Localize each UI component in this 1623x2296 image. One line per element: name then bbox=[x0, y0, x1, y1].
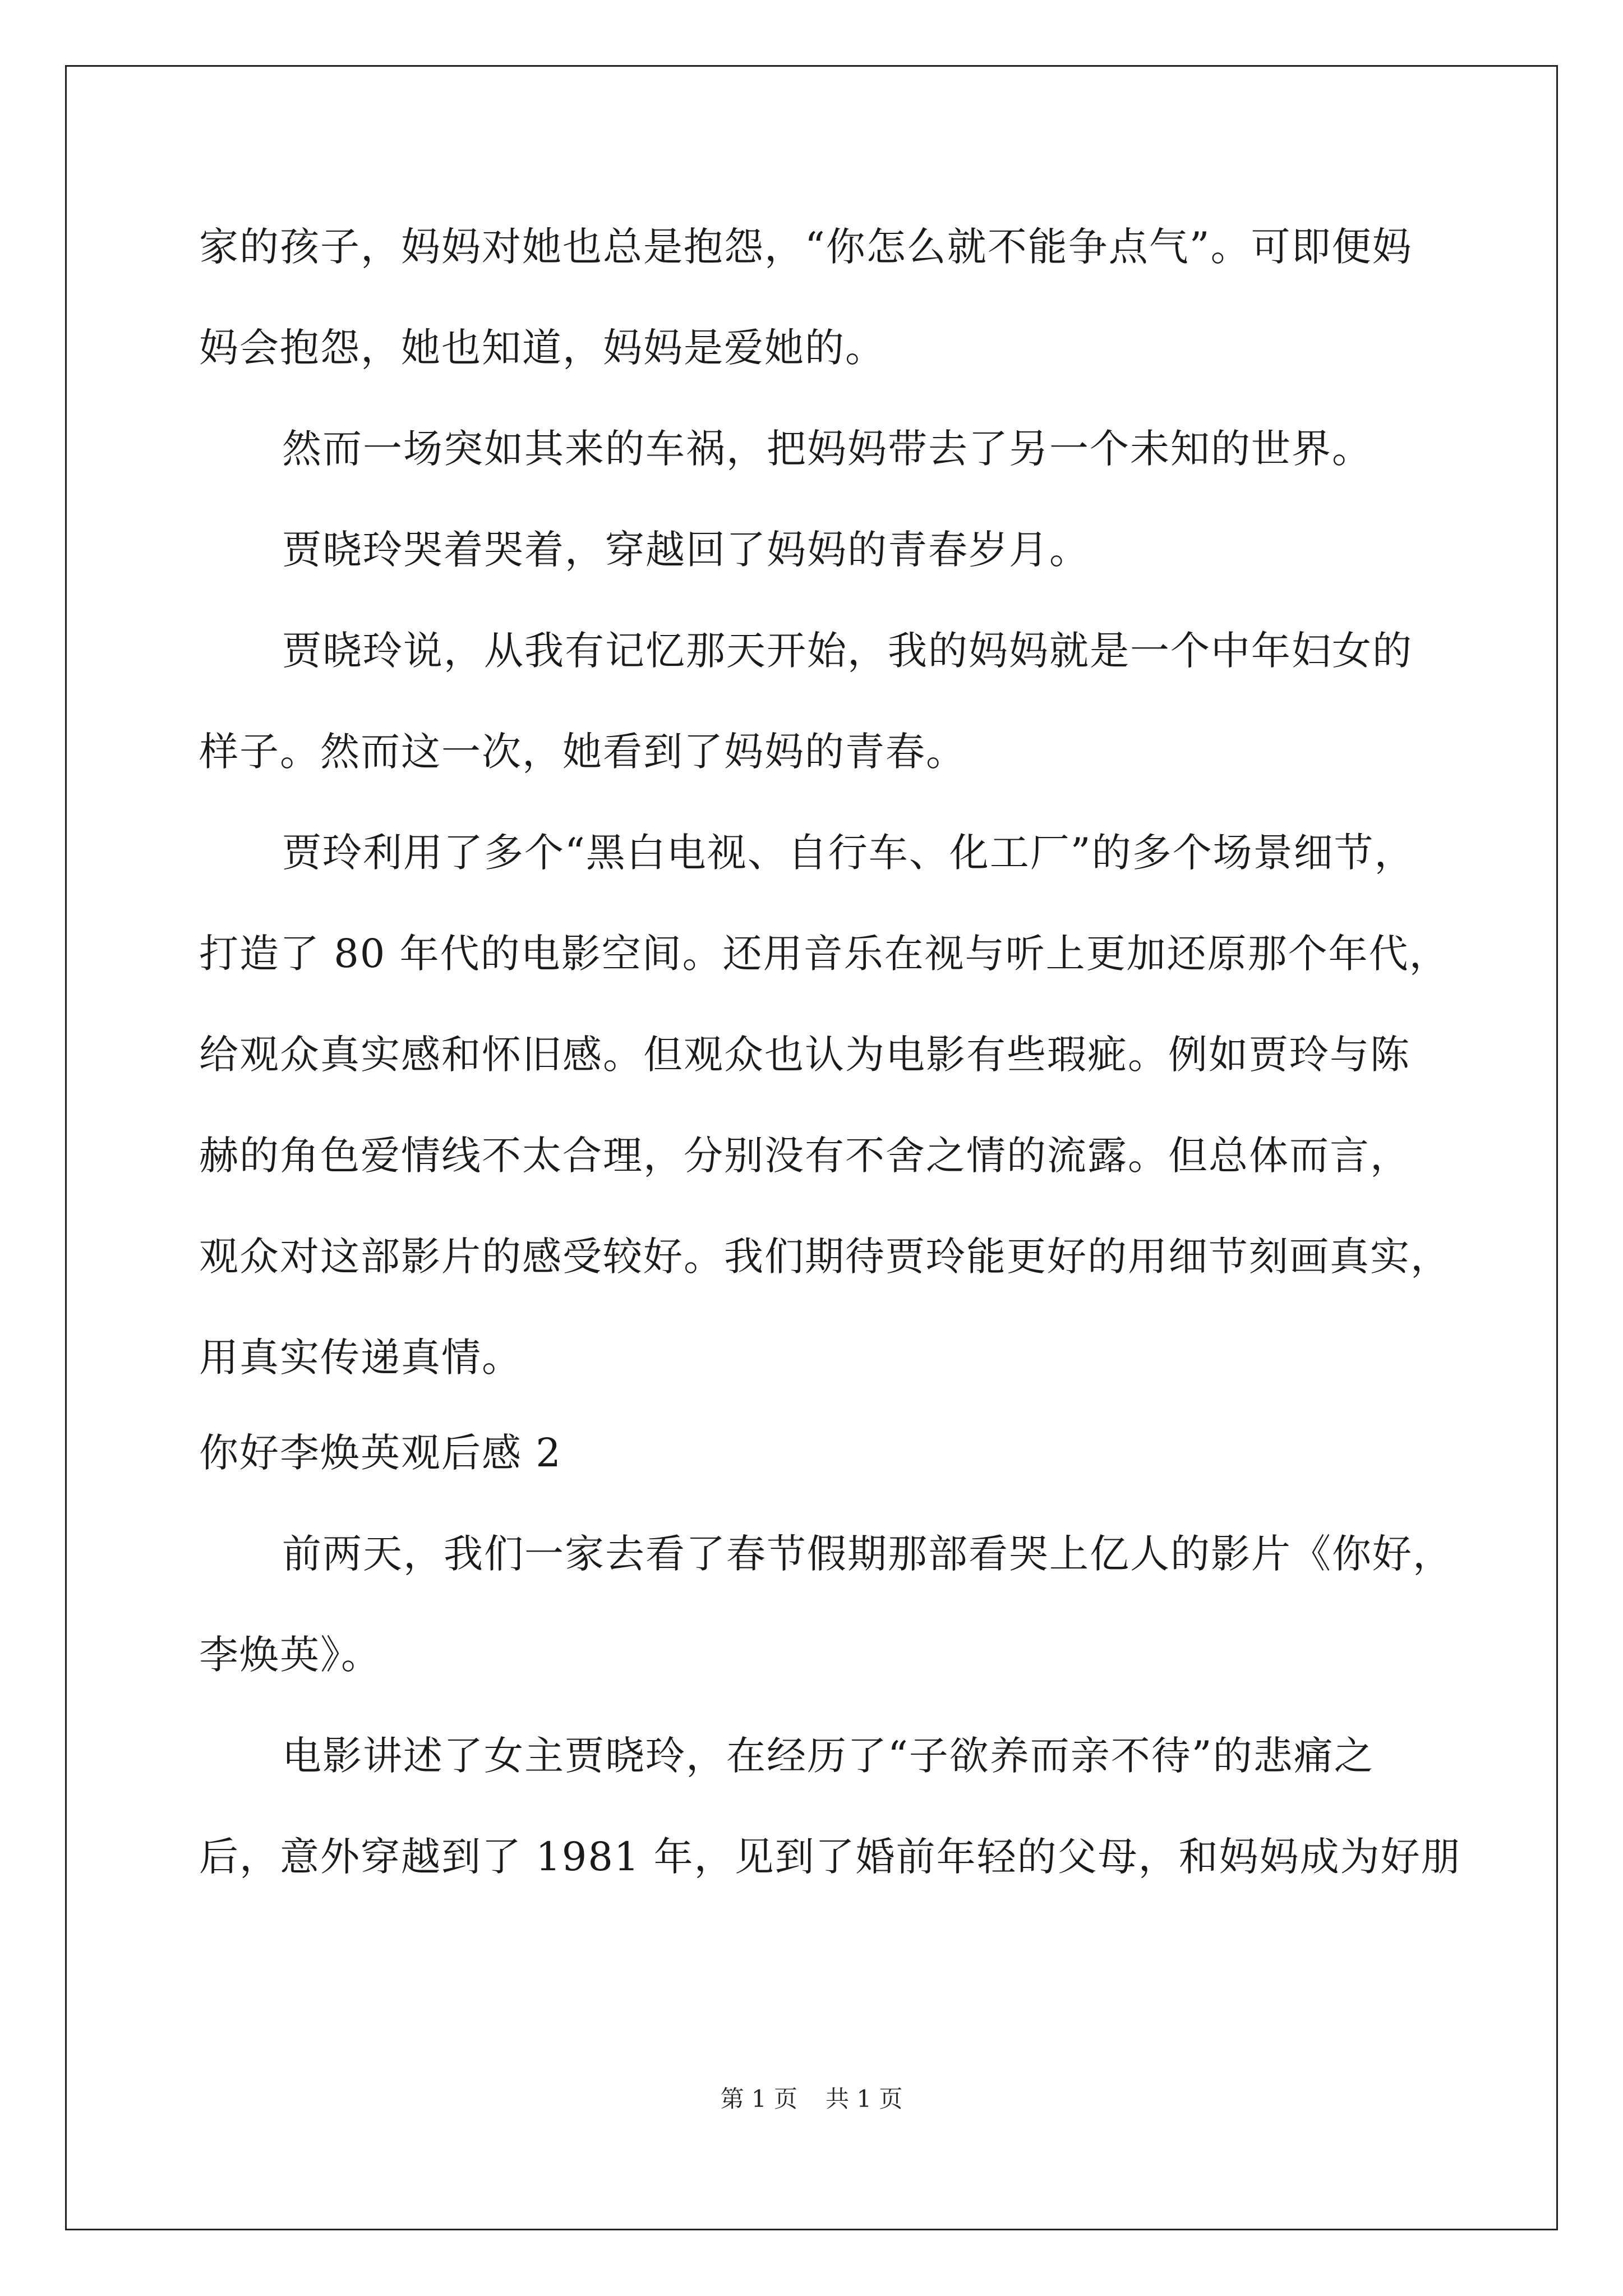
text-line: 样子。然而这一次，她看到了妈妈的青春。 bbox=[199, 729, 966, 775]
paragraph-line: 前两天，我们一家去看了春节假期那部看哭上亿人的影片《你好， bbox=[282, 1531, 1453, 1577]
text-line: 李焕英》。 bbox=[199, 1632, 381, 1678]
text-line: 观众对这部影片的感受较好。我们期待贾玲能更好的用细节刻画真实， bbox=[199, 1234, 1451, 1280]
text-line: 妈会抱怨，她也知道，妈妈是爱她的。 bbox=[199, 325, 886, 371]
text-line: 家的孩子，妈妈对她也总是抱怨，“你怎么就不能争点气”。可即便妈 bbox=[199, 224, 1413, 270]
paragraph-line: 然而一场突如其来的车祸，把妈妈带去了另一个未知的世界。 bbox=[282, 426, 1372, 472]
section-heading: 你好李焕英观后感 2 bbox=[199, 1430, 562, 1476]
paragraph-line: 电影讲述了女主贾晓玲，在经历了“子欲养而亲不待”的悲痛之 bbox=[282, 1733, 1375, 1779]
paragraph-line: 贾晓玲哭着哭着，穿越回了妈妈的青春岁月。 bbox=[282, 527, 1090, 573]
text-line: 给观众真实感和怀旧感。但观众也认为电影有些瑕疵。例如贾玲与陈 bbox=[199, 1032, 1410, 1078]
text-line: 打造了 80 年代的电影空间。还用音乐在视与听上更加还原那个年代， bbox=[199, 931, 1450, 977]
paragraph-line: 贾玲利用了多个“黑白电视、自行车、化工厂”的多个场景细节， bbox=[282, 830, 1415, 876]
page-footer bbox=[0, 2082, 1623, 2116]
paragraph-line: 贾晓玲说，从我有记忆那天开始，我的妈妈就是一个中年妇女的 bbox=[282, 628, 1413, 674]
page-total: 共 1 页 bbox=[826, 2085, 903, 2113]
text-line: 用真实传递真情。 bbox=[199, 1335, 522, 1381]
text-line: 赫的角色爱情线不太合理，分别没有不舍之情的流露。但总体而言， bbox=[199, 1133, 1410, 1179]
page-number: 第 1 页 bbox=[720, 2085, 797, 2113]
text-line: 后，意外穿越到了 1981 年，见到了婚前年轻的父母，和妈妈成为好朋 bbox=[199, 1834, 1461, 1880]
